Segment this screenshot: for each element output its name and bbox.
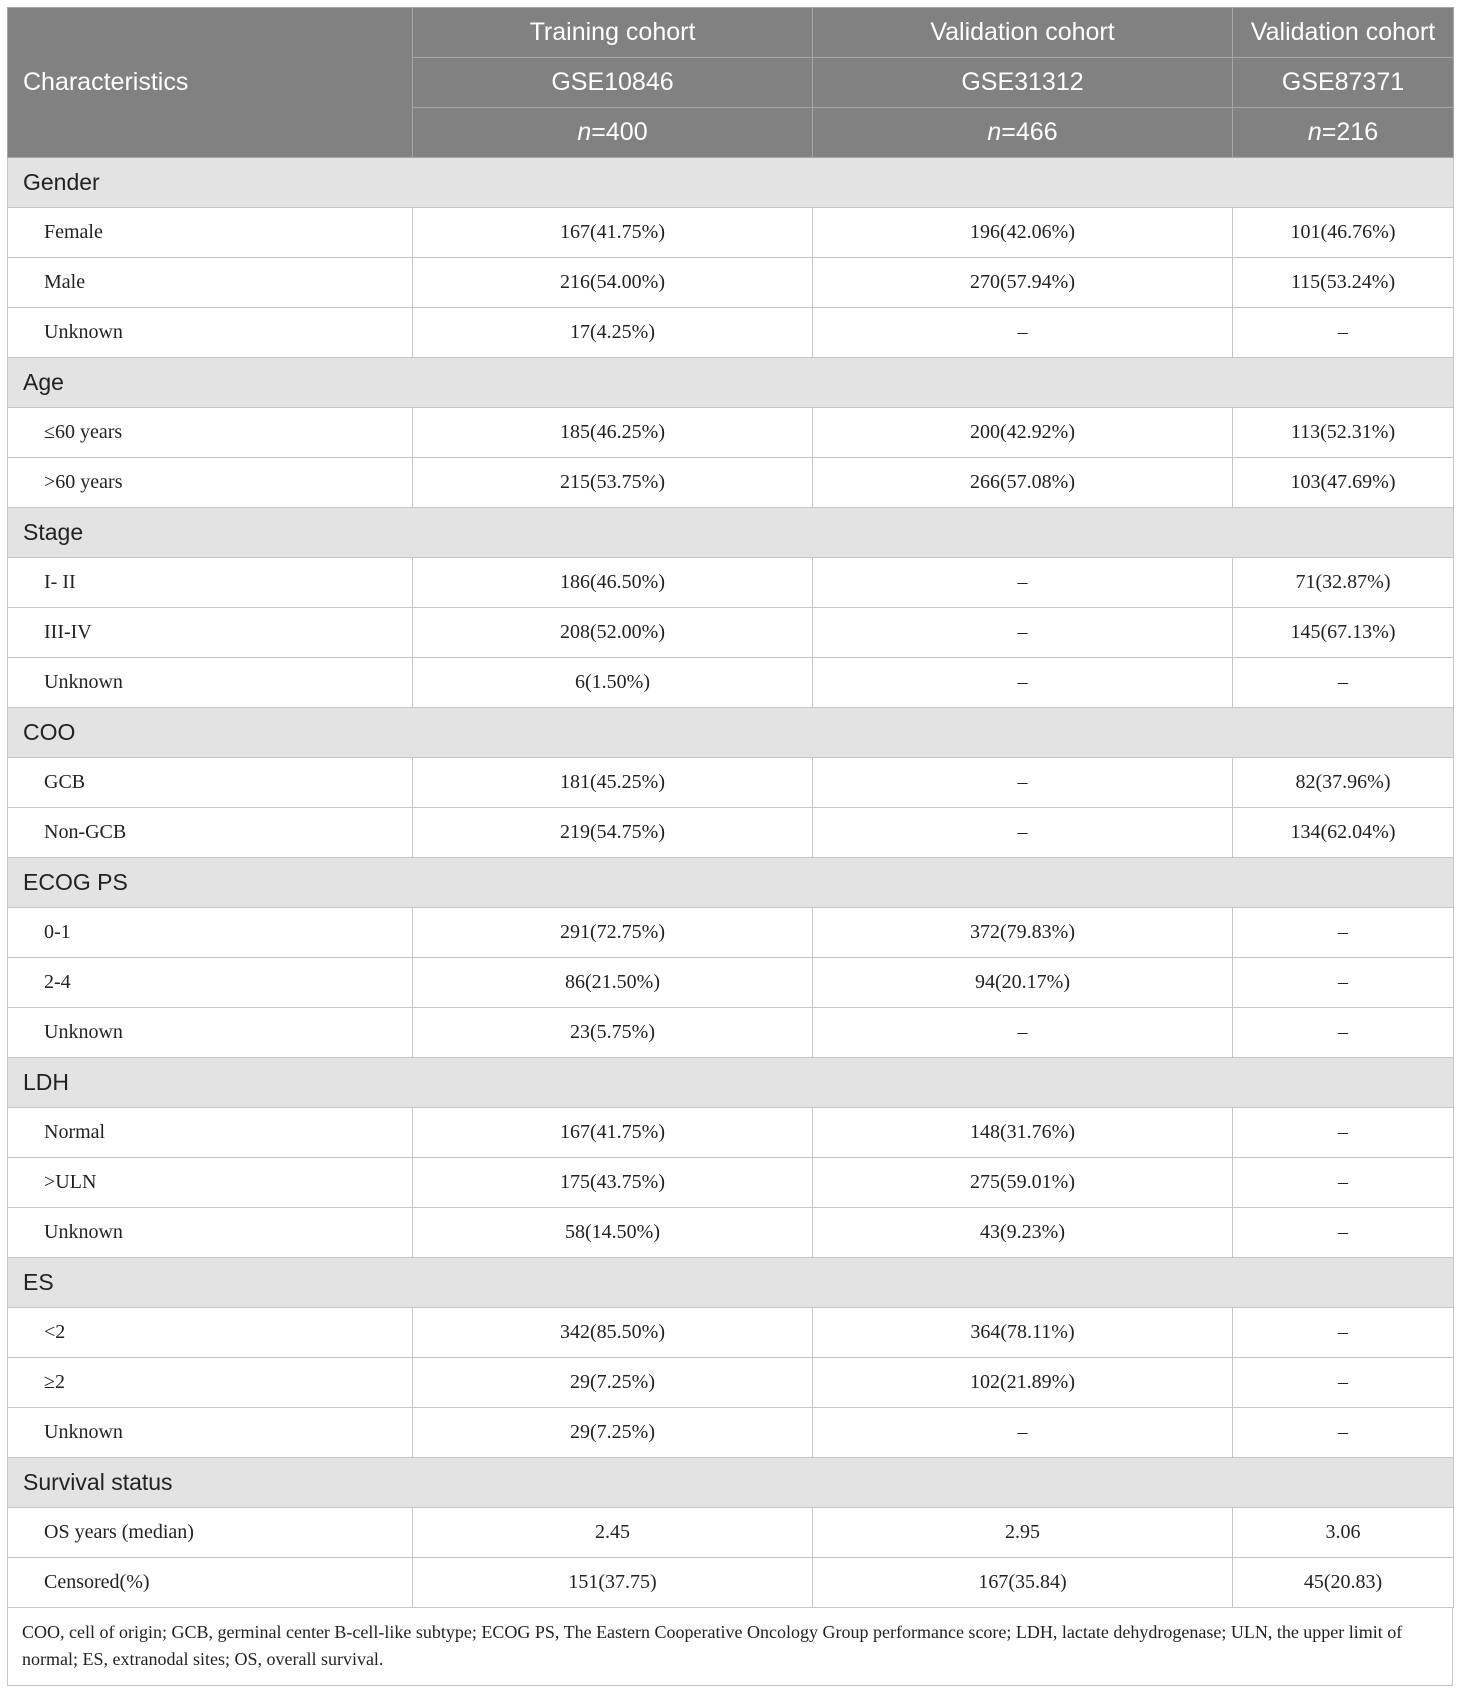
cell-value: – — [1233, 1408, 1454, 1458]
cell-value: 6(1.50%) — [413, 658, 813, 708]
header-sample-size-3 — [1233, 108, 1454, 158]
cell-value: – — [1233, 1208, 1454, 1258]
table-row — [8, 558, 1454, 608]
table-row — [8, 458, 1454, 508]
header-cohort-type-3: Validation cohort — [1233, 8, 1454, 58]
row-label: Unknown — [8, 1008, 413, 1058]
cell-value: 372(79.83%) — [813, 908, 1233, 958]
cell-value: 215(53.75%) — [413, 458, 813, 508]
group-row — [8, 708, 1454, 758]
table-row — [8, 758, 1454, 808]
cohort-characteristics-table — [7, 7, 1454, 1608]
cell-value: 23(5.75%) — [413, 1008, 813, 1058]
cell-value: 94(20.17%) — [813, 958, 1233, 1008]
row-label: III-IV — [8, 608, 413, 658]
table-row — [8, 1308, 1454, 1358]
cell-value: 113(52.31%) — [1233, 408, 1454, 458]
cell-value: – — [1233, 1008, 1454, 1058]
cell-value: – — [813, 1008, 1233, 1058]
cell-value: 3.06 — [1233, 1508, 1454, 1558]
table-row — [8, 408, 1454, 458]
row-label: OS years (median) — [8, 1508, 413, 1558]
cell-value: 86(21.50%) — [413, 958, 813, 1008]
header-cohort-type-2: Validation cohort — [813, 8, 1233, 58]
cell-value: 2.45 — [413, 1508, 813, 1558]
cell-value: 115(53.24%) — [1233, 258, 1454, 308]
cell-value: – — [813, 658, 1233, 708]
row-label: >ULN — [8, 1158, 413, 1208]
row-label: Unknown — [8, 658, 413, 708]
cell-value: – — [1233, 308, 1454, 358]
group-title: ECOG PS — [8, 858, 1454, 908]
row-label: Male — [8, 258, 413, 308]
cell-value: 167(41.75%) — [413, 208, 813, 258]
row-label: 2-4 — [8, 958, 413, 1008]
table-row — [8, 1408, 1454, 1458]
table-row — [8, 308, 1454, 358]
row-label: Unknown — [8, 1208, 413, 1258]
cell-value: 148(31.76%) — [813, 1108, 1233, 1158]
group-title: LDH — [8, 1058, 1454, 1108]
cell-value: 167(35.84) — [813, 1558, 1233, 1608]
n-value: =216 — [1321, 118, 1379, 146]
cell-value: – — [1233, 658, 1454, 708]
cell-value: 266(57.08%) — [813, 458, 1233, 508]
cell-value: – — [1233, 958, 1454, 1008]
group-title: Gender — [8, 158, 1454, 208]
cell-value: 364(78.11%) — [813, 1308, 1233, 1358]
group-row — [8, 858, 1454, 908]
table-row — [8, 208, 1454, 258]
group-title: Stage — [8, 508, 1454, 558]
table-row — [8, 1208, 1454, 1258]
cell-value: 134(62.04%) — [1233, 808, 1454, 858]
header-dataset-2: GSE31312 — [813, 58, 1233, 108]
group-row — [8, 158, 1454, 208]
cell-value: 151(37.75) — [413, 1558, 813, 1608]
table-row — [8, 1158, 1454, 1208]
header-dataset-3: GSE87371 — [1233, 58, 1454, 108]
cell-value: 208(52.00%) — [413, 608, 813, 658]
table-header — [8, 8, 1454, 158]
table-row — [8, 1008, 1454, 1058]
row-label: ≥2 — [8, 1358, 413, 1408]
cell-value: 17(4.25%) — [413, 308, 813, 358]
header-dataset-1: GSE10846 — [413, 58, 813, 108]
cell-value: – — [813, 758, 1233, 808]
row-label: I- II — [8, 558, 413, 608]
header-characteristics: Characteristics — [8, 8, 413, 158]
table-row — [8, 958, 1454, 1008]
cell-value: 29(7.25%) — [413, 1408, 813, 1458]
cell-value: – — [813, 1408, 1233, 1458]
group-title: Age — [8, 358, 1454, 408]
cell-value: – — [813, 558, 1233, 608]
row-label: Non-GCB — [8, 808, 413, 858]
cell-value: 2.95 — [813, 1508, 1233, 1558]
cell-value: – — [813, 608, 1233, 658]
n-value: =466 — [1001, 118, 1058, 146]
cell-value: 291(72.75%) — [413, 908, 813, 958]
cell-value: – — [1233, 1358, 1454, 1408]
cell-value: – — [1233, 1308, 1454, 1358]
cell-value: 175(43.75%) — [413, 1158, 813, 1208]
cell-value: 102(21.89%) — [813, 1358, 1233, 1408]
cell-value: 200(42.92%) — [813, 408, 1233, 458]
n-symbol: n — [577, 118, 592, 146]
row-label: ≤60 years — [8, 408, 413, 458]
row-label: Normal — [8, 1108, 413, 1158]
table-container — [7, 7, 1453, 1686]
cell-value: 82(37.96%) — [1233, 758, 1454, 808]
cell-value: 29(7.25%) — [413, 1358, 813, 1408]
cell-value: 342(85.50%) — [413, 1308, 813, 1358]
cell-value: 145(67.13%) — [1233, 608, 1454, 658]
cell-value: 103(47.69%) — [1233, 458, 1454, 508]
group-row — [8, 1258, 1454, 1308]
header-sample-size-1 — [413, 108, 813, 158]
table-row — [8, 258, 1454, 308]
cell-value: – — [1233, 908, 1454, 958]
cell-value: 216(54.00%) — [413, 258, 813, 308]
group-row — [8, 508, 1454, 558]
row-label: Censored(%) — [8, 1558, 413, 1608]
row-label: Female — [8, 208, 413, 258]
cell-value: 45(20.83) — [1233, 1558, 1454, 1608]
row-label: Unknown — [8, 308, 413, 358]
header-cohort-type-1: Training cohort — [413, 8, 813, 58]
cell-value: 185(46.25%) — [413, 408, 813, 458]
group-row — [8, 1458, 1454, 1508]
cell-value: 58(14.50%) — [413, 1208, 813, 1258]
group-row — [8, 358, 1454, 408]
group-row — [8, 1058, 1454, 1108]
table-footnote: COO, cell of origin; GCB, germinal center B-cell-like subtype; ECOG PS, The Eastern Cooperative Oncology Group performance score; LDH, lactate dehydrogenase; ULN, the upper limit of normal; ES, extranodal sites; OS, overall survival. — [7, 1608, 1453, 1686]
cell-value: 181(45.25%) — [413, 758, 813, 808]
group-title: Survival status — [8, 1458, 1454, 1508]
cell-value: – — [1233, 1108, 1454, 1158]
cell-value: 101(46.76%) — [1233, 208, 1454, 258]
n-symbol: n — [1307, 118, 1322, 146]
table-row — [8, 1358, 1454, 1408]
row-label: Unknown — [8, 1408, 413, 1458]
table-row — [8, 1508, 1454, 1558]
cell-value: – — [813, 808, 1233, 858]
row-label: 0-1 — [8, 908, 413, 958]
group-title: COO — [8, 708, 1454, 758]
n-value: =400 — [591, 118, 648, 146]
cell-value: – — [813, 308, 1233, 358]
header-sample-size-2 — [813, 108, 1233, 158]
cell-value: 275(59.01%) — [813, 1158, 1233, 1208]
table-row — [8, 608, 1454, 658]
row-label: <2 — [8, 1308, 413, 1358]
cell-value: 270(57.94%) — [813, 258, 1233, 308]
cell-value: 186(46.50%) — [413, 558, 813, 608]
table-row — [8, 908, 1454, 958]
group-title: ES — [8, 1258, 1454, 1308]
row-label: >60 years — [8, 458, 413, 508]
table-row — [8, 658, 1454, 708]
cell-value: 167(41.75%) — [413, 1108, 813, 1158]
table-row — [8, 1108, 1454, 1158]
cell-value: – — [1233, 1158, 1454, 1208]
n-symbol: n — [987, 118, 1002, 146]
table-row — [8, 808, 1454, 858]
table-body — [8, 158, 1454, 1608]
cell-value: 219(54.75%) — [413, 808, 813, 858]
table-row — [8, 1558, 1454, 1608]
cell-value: 71(32.87%) — [1233, 558, 1454, 608]
cell-value: 196(42.06%) — [813, 208, 1233, 258]
cell-value: 43(9.23%) — [813, 1208, 1233, 1258]
row-label: GCB — [8, 758, 413, 808]
